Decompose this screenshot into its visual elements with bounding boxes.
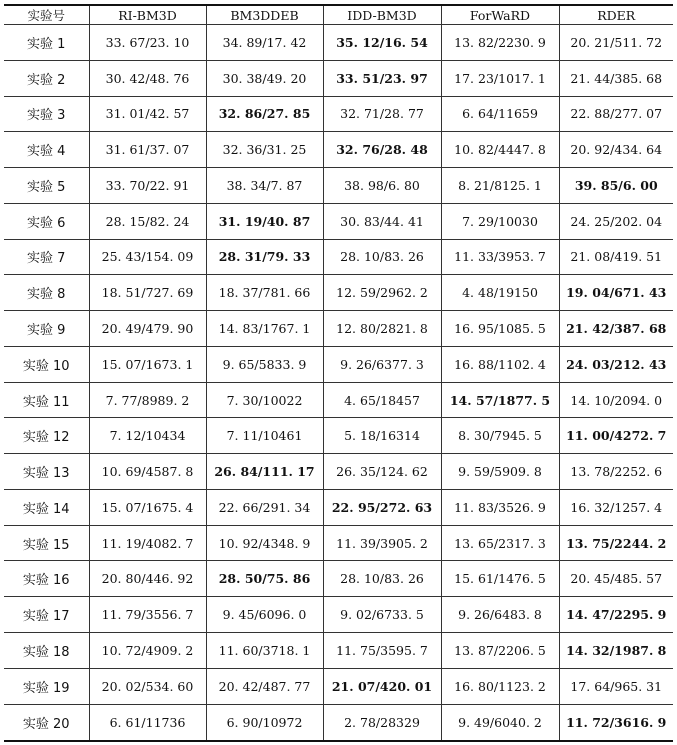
row-label: 实验 15	[4, 525, 89, 561]
result-cell: 17. 64/965. 31	[559, 668, 673, 704]
result-cell: 22. 88/277. 07	[559, 96, 673, 132]
result-cell: 11. 60/3718. 1	[206, 633, 323, 669]
result-cell: 30. 83/44. 41	[323, 203, 441, 239]
table-row	[4, 25, 673, 61]
result-cell: 18. 37/781. 66	[206, 275, 323, 311]
best-result-cell: 13. 75/2244. 2	[559, 525, 673, 561]
best-result-cell: 24. 03/212. 43	[559, 346, 673, 382]
header-method-5: RDER	[559, 5, 673, 25]
result-cell: 28. 10/83. 26	[323, 239, 441, 275]
row-label: 实验 18	[4, 633, 89, 669]
result-cell: 34. 89/17. 42	[206, 25, 323, 61]
result-cell: 6. 90/10972	[206, 704, 323, 741]
result-cell: 28. 15/82. 24	[89, 203, 206, 239]
row-label: 实验 14	[4, 489, 89, 525]
best-result-cell: 14. 47/2295. 9	[559, 597, 673, 633]
result-cell: 9. 26/6377. 3	[323, 346, 441, 382]
header-method-4: ForWaRD	[441, 5, 559, 25]
row-label: 实验 4	[4, 132, 89, 168]
result-cell: 30. 38/49. 20	[206, 60, 323, 96]
result-cell: 16. 32/1257. 4	[559, 489, 673, 525]
result-cell: 16. 88/1102. 4	[441, 346, 559, 382]
row-label: 实验 16	[4, 561, 89, 597]
result-cell: 9. 02/6733. 5	[323, 597, 441, 633]
best-result-cell: 21. 42/387. 68	[559, 311, 673, 347]
result-cell: 33. 67/23. 10	[89, 25, 206, 61]
result-cell: 11. 75/3595. 7	[323, 633, 441, 669]
table-row	[4, 382, 673, 418]
best-result-cell: 19. 04/671. 43	[559, 275, 673, 311]
row-label: 实验 10	[4, 346, 89, 382]
result-cell: 7. 11/10461	[206, 418, 323, 454]
row-label: 实验 8	[4, 275, 89, 311]
result-cell: 17. 23/1017. 1	[441, 60, 559, 96]
result-cell: 10. 82/4447. 8	[441, 132, 559, 168]
result-cell: 8. 21/8125. 1	[441, 168, 559, 204]
result-cell: 9. 49/6040. 2	[441, 704, 559, 741]
best-result-cell: 32. 86/27. 85	[206, 96, 323, 132]
result-cell: 7. 77/8989. 2	[89, 382, 206, 418]
result-cell: 9. 26/6483. 8	[441, 597, 559, 633]
result-cell: 13. 65/2317. 3	[441, 525, 559, 561]
result-cell: 13. 78/2252. 6	[559, 454, 673, 490]
result-cell: 21. 08/419. 51	[559, 239, 673, 275]
table-row	[4, 132, 673, 168]
result-cell: 30. 42/48. 76	[89, 60, 206, 96]
result-cell: 4. 65/18457	[323, 382, 441, 418]
result-cell: 18. 51/727. 69	[89, 275, 206, 311]
result-cell: 2. 78/28329	[323, 704, 441, 741]
result-cell: 14. 83/1767. 1	[206, 311, 323, 347]
table-row	[4, 346, 673, 382]
row-label: 实验 20	[4, 704, 89, 741]
table-row	[4, 96, 673, 132]
header-method-3: IDD-BM3D	[323, 5, 441, 25]
result-cell: 21. 44/385. 68	[559, 60, 673, 96]
table-header	[4, 5, 673, 25]
result-cell: 32. 36/31. 25	[206, 132, 323, 168]
table-row	[4, 275, 673, 311]
header-row	[4, 5, 673, 25]
result-cell: 8. 30/7945. 5	[441, 418, 559, 454]
row-label: 实验 12	[4, 418, 89, 454]
best-result-cell: 28. 50/75. 86	[206, 561, 323, 597]
result-cell: 4. 48/19150	[441, 275, 559, 311]
table-row	[4, 311, 673, 347]
best-result-cell: 11. 72/3616. 9	[559, 704, 673, 741]
result-cell: 12. 80/2821. 8	[323, 311, 441, 347]
table-row	[4, 704, 673, 741]
result-cell: 16. 95/1085. 5	[441, 311, 559, 347]
row-label: 实验 1	[4, 25, 89, 61]
result-cell: 38. 98/6. 80	[323, 168, 441, 204]
result-cell: 32. 71/28. 77	[323, 96, 441, 132]
results-table-container	[4, 4, 673, 742]
best-result-cell: 11. 00/4272. 7	[559, 418, 673, 454]
header-method-2: BM3DDEB	[206, 5, 323, 25]
row-label: 实验 17	[4, 597, 89, 633]
result-cell: 10. 69/4587. 8	[89, 454, 206, 490]
row-label: 实验 3	[4, 96, 89, 132]
header-method-1: RI-BM3D	[89, 5, 206, 25]
result-cell: 33. 70/22. 91	[89, 168, 206, 204]
best-result-cell: 35. 12/16. 54	[323, 25, 441, 61]
result-cell: 9. 45/6096. 0	[206, 597, 323, 633]
results-table	[4, 4, 673, 742]
best-result-cell: 14. 32/1987. 8	[559, 633, 673, 669]
result-cell: 38. 34/7. 87	[206, 168, 323, 204]
row-label: 实验 13	[4, 454, 89, 490]
table-row	[4, 668, 673, 704]
row-label: 实验 2	[4, 60, 89, 96]
result-cell: 22. 66/291. 34	[206, 489, 323, 525]
best-result-cell: 22. 95/272. 63	[323, 489, 441, 525]
result-cell: 25. 43/154. 09	[89, 239, 206, 275]
result-cell: 20. 92/434. 64	[559, 132, 673, 168]
result-cell: 11. 19/4082. 7	[89, 525, 206, 561]
result-cell: 15. 61/1476. 5	[441, 561, 559, 597]
result-cell: 13. 82/2230. 9	[441, 25, 559, 61]
table-row	[4, 633, 673, 669]
row-label: 实验 19	[4, 668, 89, 704]
table-row	[4, 203, 673, 239]
best-result-cell: 26. 84/111. 17	[206, 454, 323, 490]
header-experiment-number: 实验号	[4, 5, 89, 25]
best-result-cell: 33. 51/23. 97	[323, 60, 441, 96]
result-cell: 13. 87/2206. 5	[441, 633, 559, 669]
row-label: 实验 11	[4, 382, 89, 418]
best-result-cell: 31. 19/40. 87	[206, 203, 323, 239]
row-label: 实验 5	[4, 168, 89, 204]
table-row	[4, 168, 673, 204]
result-cell: 20. 45/485. 57	[559, 561, 673, 597]
result-cell: 20. 02/534. 60	[89, 668, 206, 704]
best-result-cell: 14. 57/1877. 5	[441, 382, 559, 418]
result-cell: 14. 10/2094. 0	[559, 382, 673, 418]
result-cell: 15. 07/1675. 4	[89, 489, 206, 525]
table-row	[4, 60, 673, 96]
result-cell: 11. 79/3556. 7	[89, 597, 206, 633]
result-cell: 6. 64/11659	[441, 96, 559, 132]
result-cell: 7. 29/10030	[441, 203, 559, 239]
result-cell: 31. 01/42. 57	[89, 96, 206, 132]
best-result-cell: 28. 31/79. 33	[206, 239, 323, 275]
best-result-cell: 39. 85/6. 00	[559, 168, 673, 204]
result-cell: 11. 33/3953. 7	[441, 239, 559, 275]
result-cell: 16. 80/1123. 2	[441, 668, 559, 704]
result-cell: 5. 18/16314	[323, 418, 441, 454]
result-cell: 11. 39/3905. 2	[323, 525, 441, 561]
table-row	[4, 561, 673, 597]
result-cell: 20. 80/446. 92	[89, 561, 206, 597]
table-row	[4, 418, 673, 454]
result-cell: 11. 83/3526. 9	[441, 489, 559, 525]
result-cell: 24. 25/202. 04	[559, 203, 673, 239]
result-cell: 15. 07/1673. 1	[89, 346, 206, 382]
row-label: 实验 9	[4, 311, 89, 347]
table-row	[4, 239, 673, 275]
result-cell: 9. 59/5909. 8	[441, 454, 559, 490]
result-cell: 20. 42/487. 77	[206, 668, 323, 704]
best-result-cell: 21. 07/420. 01	[323, 668, 441, 704]
table-body	[4, 25, 673, 742]
result-cell: 31. 61/37. 07	[89, 132, 206, 168]
result-cell: 20. 49/479. 90	[89, 311, 206, 347]
result-cell: 28. 10/83. 26	[323, 561, 441, 597]
table-row	[4, 489, 673, 525]
row-label: 实验 6	[4, 203, 89, 239]
result-cell: 26. 35/124. 62	[323, 454, 441, 490]
result-cell: 9. 65/5833. 9	[206, 346, 323, 382]
result-cell: 10. 92/4348. 9	[206, 525, 323, 561]
result-cell: 7. 30/10022	[206, 382, 323, 418]
best-result-cell: 32. 76/28. 48	[323, 132, 441, 168]
table-row	[4, 454, 673, 490]
result-cell: 20. 21/511. 72	[559, 25, 673, 61]
result-cell: 6. 61/11736	[89, 704, 206, 741]
row-label: 实验 7	[4, 239, 89, 275]
result-cell: 12. 59/2962. 2	[323, 275, 441, 311]
result-cell: 10. 72/4909. 2	[89, 633, 206, 669]
table-row	[4, 597, 673, 633]
table-row	[4, 525, 673, 561]
result-cell: 7. 12/10434	[89, 418, 206, 454]
